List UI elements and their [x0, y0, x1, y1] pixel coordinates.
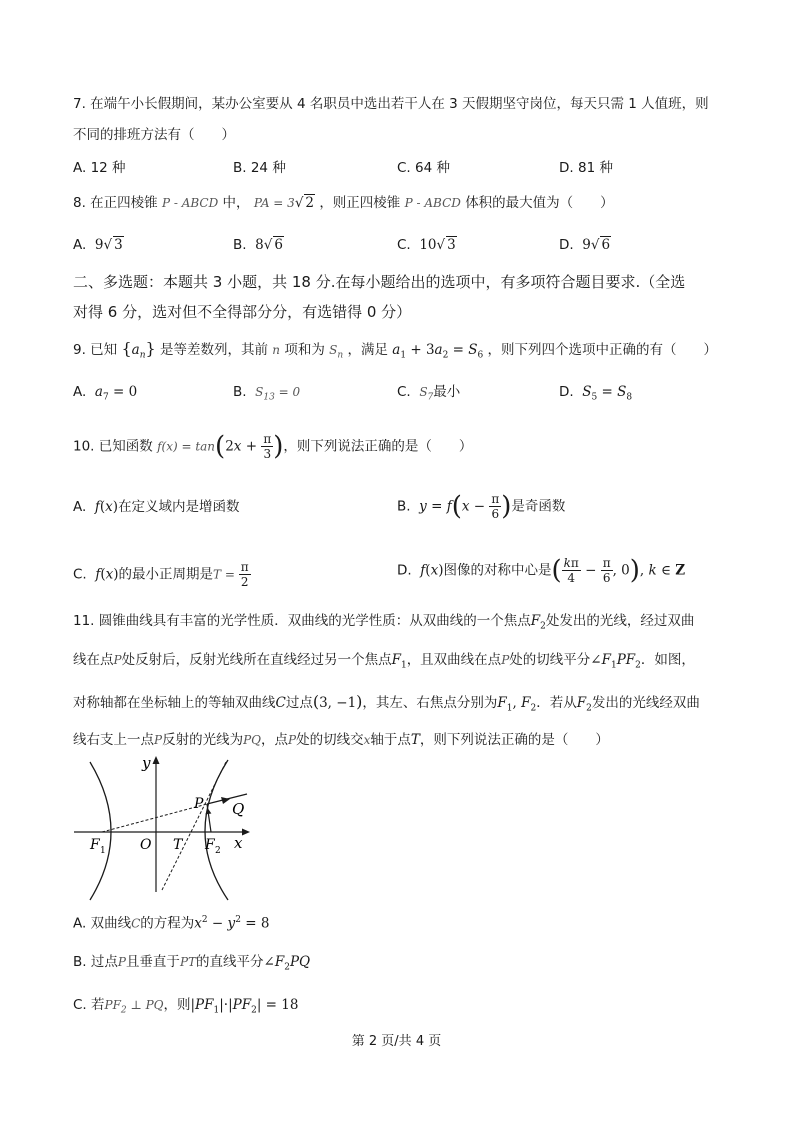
q10-option-a: A. f(x)在定义域内是增函数: [73, 499, 240, 515]
ray-f1-p: [102, 804, 207, 832]
hyperbola-figure: [70, 752, 270, 902]
q11-option-a: A. 双曲线C的方程为$x^2 - y^2 = 8$: [73, 915, 270, 932]
q10-option-d: D. f(x)图像的对称中心是( $\frac{k\pi}{4}$ − $\frac{\pi}{6}$ , 0), k ∈ Z: [397, 555, 686, 586]
q11-line3: 对称轴都在坐标轴上的等轴双曲线C过点(3, −1)，其左、右焦点分别为$F_1$, $F_2$．若从$F_2$发出的光线经双曲: [73, 692, 700, 714]
label-x: x: [234, 834, 243, 852]
q9-option-c: C. $S_7$最小: [397, 384, 461, 403]
q7-option-c: C. 64 种: [397, 160, 450, 176]
q11-line4: 线右支上一点P反射的光线为PQ，点P处的切线交x轴于点T，则下列说法正确的是（ ）: [73, 732, 609, 748]
q8-option-a: A. 9√ 3: [73, 237, 123, 253]
q7-option-d: D. 81 种: [559, 160, 613, 176]
q11-line2: 线在点P处反射后，反射光线所在直线经过另一个焦点$F_1$，且双曲线在点P处的切线平分$\angle F_1PF_2$．如图，: [73, 652, 695, 671]
q11-line1: 11. 圆锥曲线具有丰富的光学性质．双曲线的光学性质：从双曲线的一个焦点$F_2$处发出的光线，经过双曲: [73, 613, 695, 632]
y-axis-arrow: [153, 756, 160, 764]
q11-option-c: C. 若$PF_2$ ⊥ PQ，则$|PF_1|\cdot|PF_2| = 18$: [73, 997, 299, 1016]
q7-option-b: B. 24 种: [233, 160, 286, 176]
label-t: T: [173, 837, 183, 853]
q7-line2: 不同的排班方法有（ ）: [73, 127, 235, 143]
label-f1: F: [90, 837, 100, 853]
q7-line1: 7. 在端午小长假期间，某办公室要从 4 名职员中选出若干人在 3 天假期坚守岗位，每天只需 1 人值班，则: [73, 96, 709, 112]
q10-option-c: C. f(x)的最小正周期是T = $\frac{\pi}{2}$: [73, 560, 249, 589]
page-footer: 第 2 页/共 4 页: [351, 1034, 442, 1049]
label-p: P: [194, 796, 204, 812]
q8-option-d: D. 9√ 6: [559, 237, 611, 253]
label-f2-sub: 2: [215, 846, 221, 856]
tangent-line: [162, 762, 226, 890]
q8-stem: 8. 在正四棱锥 P - ABCD 中， PA = 3√ 2 ，则正四棱锥 P - ABCD 体积的最大值为（ ）: [73, 195, 614, 211]
q8-option-b: B. 8√ 6: [233, 237, 283, 253]
label-f2: F: [205, 837, 215, 853]
x-axis-arrow: [242, 829, 250, 836]
q10-stem: 10. 已知函数 f(x) = tan(2x + $\frac{\pi}{3}$ )，则下列说法正确的是（ ）: [73, 431, 473, 462]
q9-option-d: D. $S_5 = S_8$: [559, 384, 633, 403]
q9-option-b: B. $S_{13} = 0$: [233, 384, 301, 403]
q10-option-b: B. y = f(x − $\frac{\pi}{6}$ )是奇函数: [397, 491, 566, 522]
label-f1-sub: 1: [100, 846, 106, 856]
hyperbola-left-branch: [90, 762, 111, 900]
section-heading-line1: 二、多选题：本题共 3 小题，共 18 分.在每小题给出的选项中，有多项符合题目要求.（全选: [73, 273, 686, 291]
q11-option-b: B. 过点P且垂直于PT的直线平分$\angle F_2PQ$: [73, 954, 311, 973]
label-q: Q: [232, 800, 245, 818]
label-y: y: [142, 754, 151, 772]
section-heading-line2: 对得 6 分，选对但不全得部分分，有选错得 0 分）: [73, 303, 412, 321]
q8-option-c: C. 10√ 3: [397, 237, 456, 253]
q9-stem: 9. 已知 $\{a_n\}$ 是等差数列，其前 n 项和为 $S_n$ ，满足 $a_1 + 3a_2 = S_6$ ，则下列四个选项中正确的有（ ）: [73, 339, 718, 361]
q9-option-a: A. $a_7 = 0$: [73, 384, 138, 403]
label-o: O: [140, 837, 152, 853]
q7-option-a: A. 12 种: [73, 160, 126, 176]
